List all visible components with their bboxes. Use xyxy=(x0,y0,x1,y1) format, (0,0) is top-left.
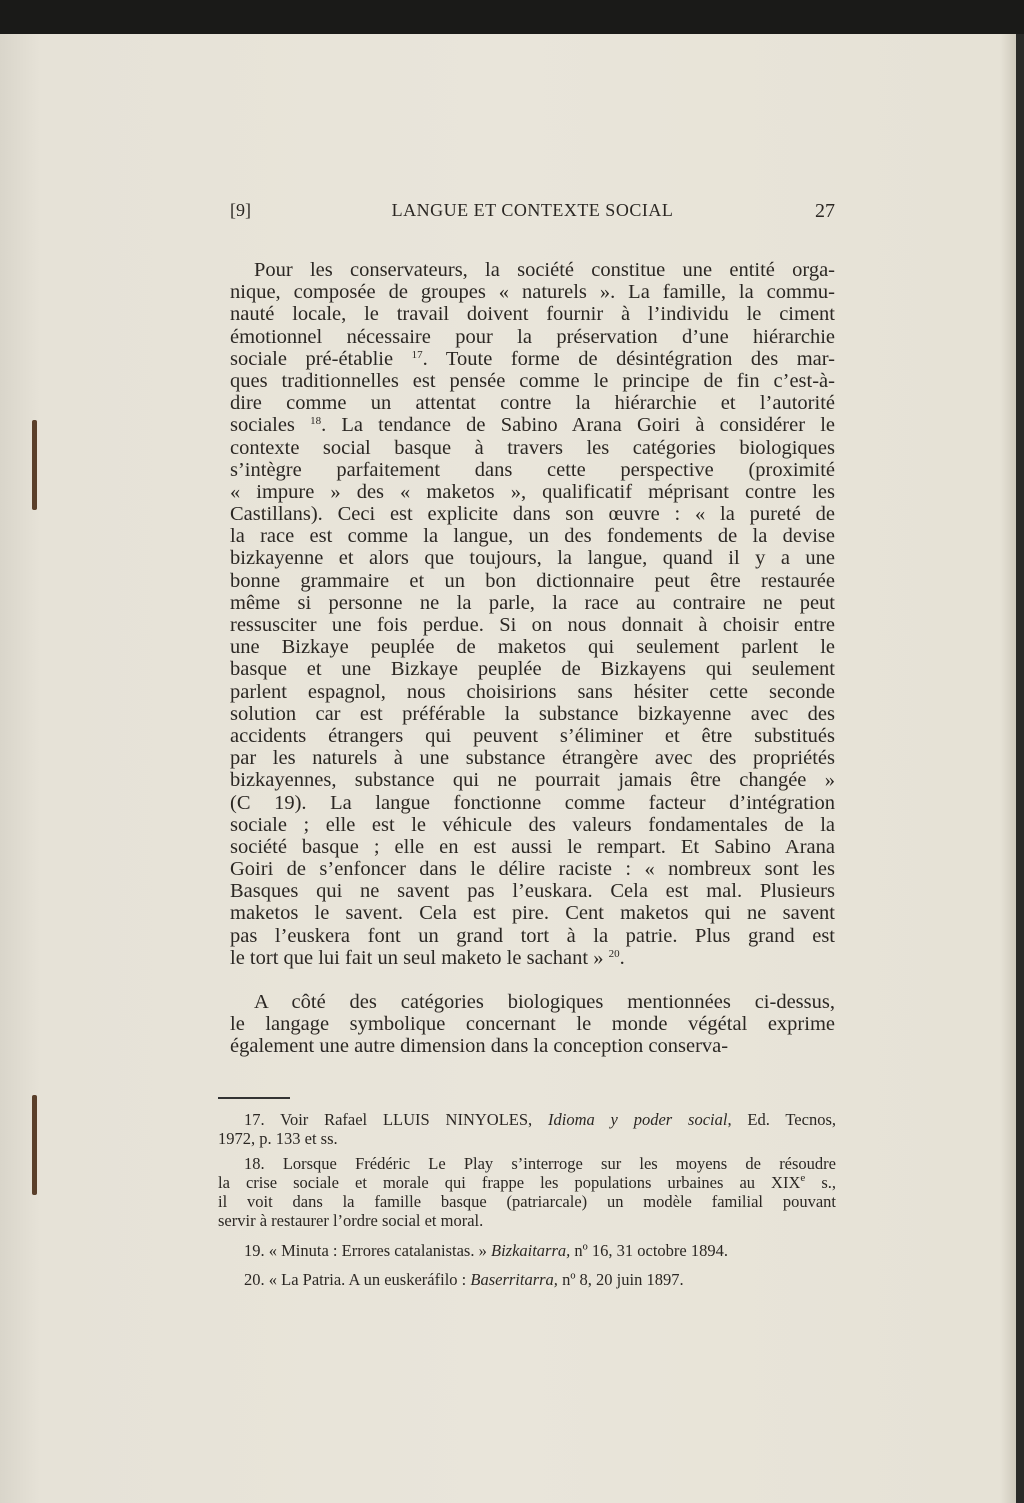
text-segment: sociales xyxy=(230,414,311,437)
text-segment: 19. « Minuta : Errores catalanistas. » xyxy=(244,1241,491,1260)
text-line xyxy=(230,348,835,370)
text-line xyxy=(230,925,835,947)
text-line xyxy=(230,1013,835,1035)
text-segment: servir à restaurer l’ordre social et moral. xyxy=(218,1211,484,1230)
text-segment: ques traditionnelles est pensée comme le principe de fin c’est-à- xyxy=(230,369,835,392)
running-header xyxy=(230,200,835,226)
text-segment: le langage symbolique concernant le monde végétal exprime xyxy=(230,1013,835,1036)
binding-staple xyxy=(32,420,37,510)
text-line xyxy=(230,836,835,858)
text-segment: A côté des catégories biologiques mentionnées ci-dessus, xyxy=(254,991,835,1013)
text-segment: la race est comme la langue, un des fondements de la devise xyxy=(230,525,835,548)
text-line xyxy=(230,636,835,658)
footnote-ref: e xyxy=(800,1172,806,1184)
text-line xyxy=(230,570,835,592)
footnote-separator xyxy=(218,1097,290,1099)
text-line xyxy=(230,414,835,436)
text-segment: dire comme un attentat contre la hiérarchie et l’autorité xyxy=(230,392,835,415)
text-segment: contexte social basque à travers les catégories biologiques xyxy=(230,436,835,459)
text-line xyxy=(230,281,835,303)
text-segment: 18. Lorsque Frédéric Le Play s’interroge sur les moyens de résoudre xyxy=(244,1154,836,1173)
text-segment: sociale ; elle est le véhicule des valeurs fondamentales de la xyxy=(230,813,835,836)
text-line xyxy=(230,814,835,836)
text-segment: émotionnel nécessaire pour la préservation d’une hiérarchie xyxy=(230,325,835,348)
text-segment: s., xyxy=(805,1173,836,1192)
text-line xyxy=(218,1211,836,1230)
text-line xyxy=(230,370,835,392)
text-segment: . xyxy=(619,946,625,969)
text-line xyxy=(230,303,835,325)
text-segment: bizkayenne et alors que toujours, la langue, quand il y a une xyxy=(230,547,835,570)
text-segment: nauté locale, le travail doivent fournir à l’individu le ciment xyxy=(230,303,835,326)
text-line xyxy=(230,259,835,281)
text-line xyxy=(230,437,835,459)
text-line xyxy=(230,991,835,1013)
body-paragraph xyxy=(230,991,835,1058)
text-segment: société basque ; elle en est aussi le rempart. Et Sabino Arana xyxy=(230,835,835,858)
section-number: [9] xyxy=(230,200,251,220)
text-segment: Castillans). Ceci est explicite dans son œuvre : « la pureté de xyxy=(230,503,835,526)
text-segment: Pour les conservateurs, la société constitue une entité orga- xyxy=(254,259,835,281)
text-line xyxy=(230,792,835,814)
text-segment: 17. Voir Rafael LLUIS NINYOLES, xyxy=(244,1110,548,1129)
text-segment: nº 16, 31 octobre 1894. xyxy=(570,1241,728,1260)
footnote-ref: 18 xyxy=(310,415,322,428)
text-segment: Basques qui ne savent pas l’euskara. Cela est mal. Plusieurs xyxy=(230,880,835,903)
text-segment: . La tendance de Sabino Arana Goiri à considérer le xyxy=(321,414,835,437)
text-line xyxy=(218,1241,836,1260)
text-segment: 1972, p. 133 et ss. xyxy=(218,1129,338,1148)
title-italic: Idioma y poder social xyxy=(547,1110,728,1129)
text-segment: une Bizkaye peuplée de maketos qui seulement parlent le xyxy=(230,636,835,659)
text-segment: nº 8, 20 juin 1897. xyxy=(557,1270,684,1289)
text-segment: ressusciter une fois perdue. Si on nous donnait à choisir entre xyxy=(230,614,835,636)
text-segment: (C 19). La langue fonctionne comme facteur d’intégration xyxy=(230,791,835,814)
text-segment: maketos le savent. Cela est pire. Cent maketos qui ne savent xyxy=(230,902,835,925)
text-line xyxy=(230,392,835,414)
text-line xyxy=(230,658,835,680)
text-line xyxy=(230,681,835,703)
text-line xyxy=(218,1270,836,1289)
text-line xyxy=(230,459,835,481)
text-line xyxy=(230,769,835,791)
text-line xyxy=(230,481,835,503)
text-segment: « impure » des « maketos », qualificatif méprisant contre les xyxy=(230,480,835,503)
title-italic: Bizkaitarra, xyxy=(490,1241,571,1260)
text-segment: également une autre dimension dans la conception conserva- xyxy=(230,1035,729,1058)
running-title: LANGUE ET CONTEXTE SOCIAL xyxy=(391,200,674,220)
text-segment: accidents étrangers qui peuvent s’éliminer et être substitués xyxy=(230,724,835,747)
body-paragraph xyxy=(230,259,835,969)
text-segment: la crise sociale et morale qui frappe les populations urbaines au XIX xyxy=(218,1173,801,1192)
text-line xyxy=(218,1154,836,1173)
text-line xyxy=(230,614,835,636)
text-segment: le tort que lui fait un seul maketo le sachant » xyxy=(230,946,609,969)
text-line xyxy=(230,1035,835,1057)
page-edge xyxy=(1016,34,1024,1503)
text-line xyxy=(230,947,835,969)
footnote-ref: 20 xyxy=(608,947,620,960)
text-segment: Goiri de s’enfoncer dans le délire raciste : « nombreux sont les xyxy=(230,858,835,881)
text-segment: nique, composée de groupes « naturels ». La famille, la commu- xyxy=(230,281,835,304)
text-segment: basque et une Bizkaye peuplée de Bizkayens qui seulement xyxy=(230,658,835,681)
text-line xyxy=(230,326,835,348)
text-segment: il voit dans la famille basque (patriarcale) un modèle familial pouvant xyxy=(218,1192,836,1211)
text-segment: 20. « La Patria. A un euskeráfilo : xyxy=(244,1270,471,1289)
text-line xyxy=(218,1192,836,1211)
text-segment: , Ed. Tecnos, xyxy=(727,1110,836,1129)
footnote xyxy=(218,1270,836,1289)
text-segment: parlent espagnol, nous choisirions sans hésiter cette seconde xyxy=(230,680,835,703)
text-segment: . Toute forme de désintégration des mar- xyxy=(422,347,835,370)
text-line xyxy=(230,880,835,902)
text-line xyxy=(230,725,835,747)
text-line xyxy=(230,547,835,569)
text-line xyxy=(230,747,835,769)
text-segment: sociale pré-établie xyxy=(230,347,412,370)
footnote xyxy=(218,1110,836,1148)
text-line xyxy=(230,503,835,525)
page-number: 27 xyxy=(815,200,835,222)
text-line xyxy=(230,703,835,725)
text-segment: par les naturels à une substance étrangère avec des propriétés xyxy=(230,747,835,770)
text-line xyxy=(218,1129,836,1148)
text-line xyxy=(230,525,835,547)
text-segment: même si personne ne la parle, la race au contraire ne peut xyxy=(230,591,835,614)
footnote xyxy=(218,1154,836,1230)
text-segment: bonne grammaire et un bon dictionnaire peut être restaurée xyxy=(230,569,835,592)
text-segment: s’intègre parfaitement dans cette perspective (proximité xyxy=(230,458,835,481)
title-italic: Baserritarra, xyxy=(470,1270,558,1289)
text-segment: solution car est préférable la substance bizkayenne avec des xyxy=(230,702,835,725)
text-line xyxy=(230,858,835,880)
text-line xyxy=(218,1173,836,1192)
footnote xyxy=(218,1241,836,1260)
text-segment: pas l’euskera font un grand tort à la patrie. Plus grand est xyxy=(230,924,835,947)
text-line xyxy=(230,592,835,614)
text-segment: bizkayennes, substance qui ne pourrait jamais être changée » xyxy=(230,769,835,792)
footnote-ref: 17 xyxy=(411,348,423,361)
text-line xyxy=(230,902,835,924)
binding-staple xyxy=(32,1095,37,1195)
text-line xyxy=(218,1110,836,1129)
